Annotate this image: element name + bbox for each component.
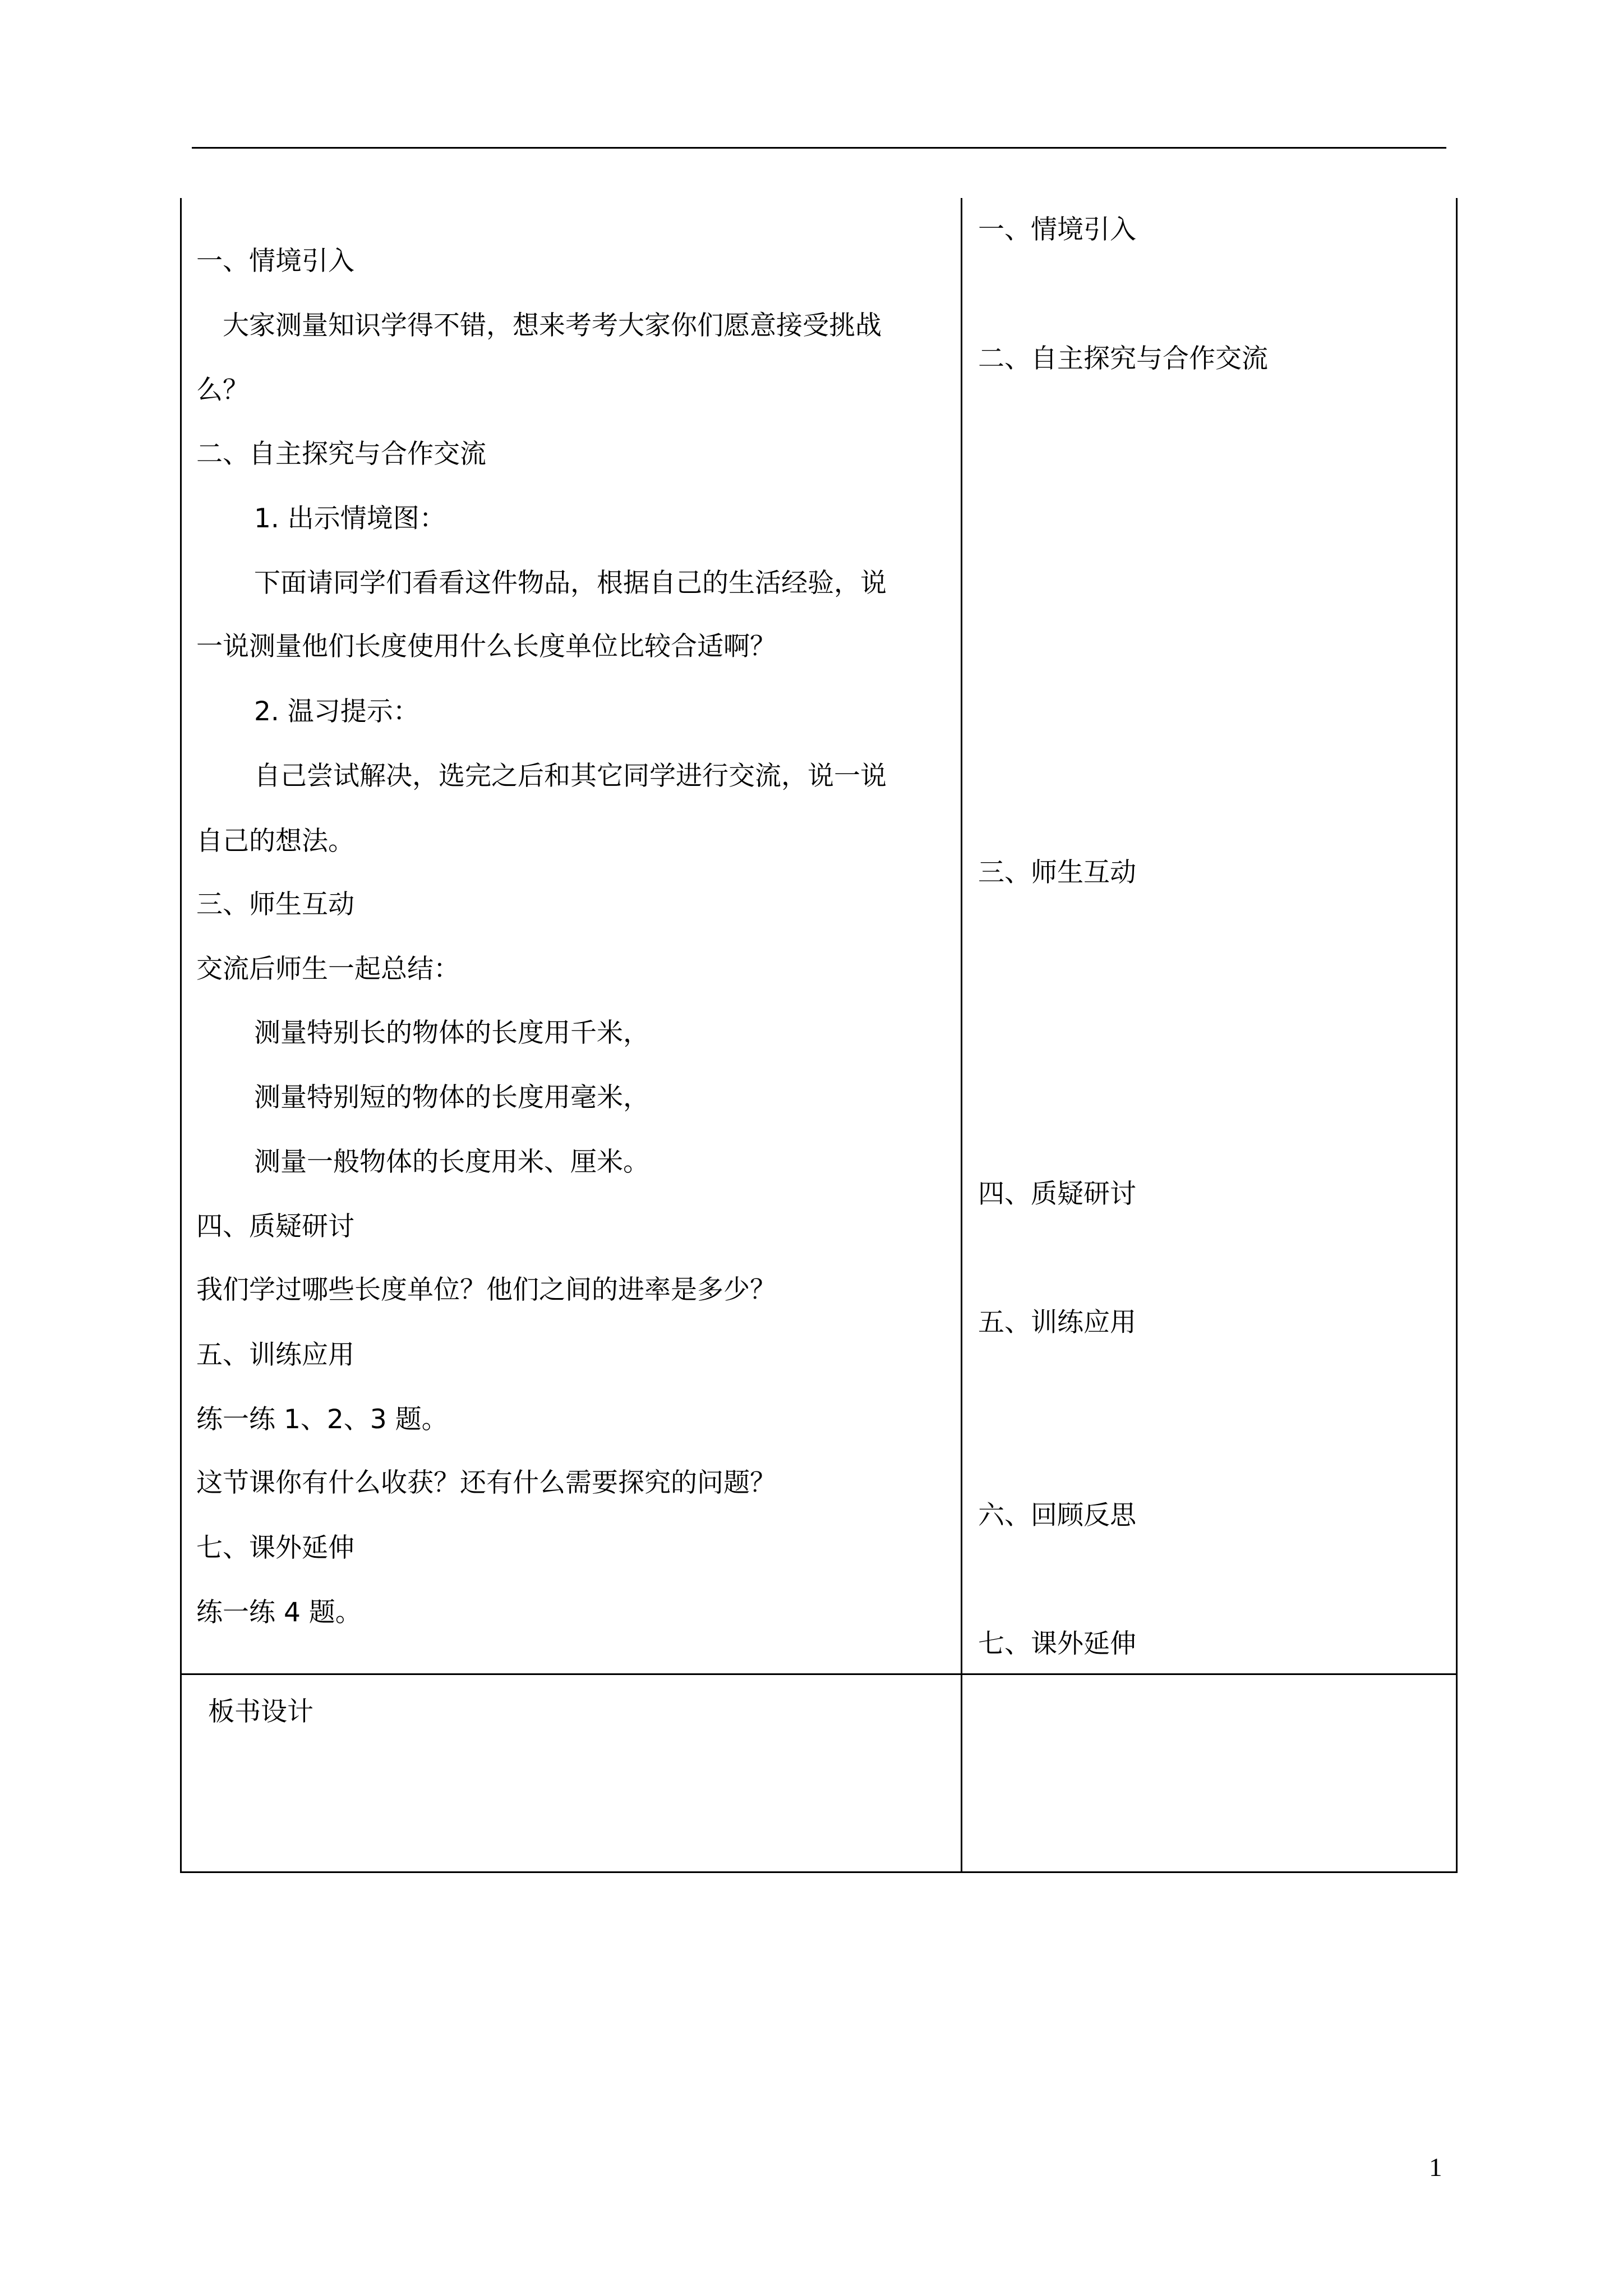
left-line: 一说测量他们长度使用什么长度单位比较合适啊？ bbox=[196, 631, 776, 662]
left-line: 1. 出示情境图： bbox=[254, 503, 446, 534]
left-line: 练一练 1、2、3 题。 bbox=[196, 1404, 448, 1435]
left-line: 这节课你有什么收获？还有什么需要探究的问题？ bbox=[196, 1467, 776, 1498]
left-line: 四、质疑研讨 bbox=[196, 1211, 354, 1242]
right-line: 二、自主探究与合作交流 bbox=[978, 343, 1268, 374]
left-line: 七、课外延伸 bbox=[196, 1533, 354, 1563]
right-line: 六、回顾反思 bbox=[978, 1500, 1136, 1531]
table-bottom-border bbox=[180, 1871, 1458, 1873]
left-line: 2. 温习提示： bbox=[254, 696, 419, 727]
left-line: 三、师生互动 bbox=[196, 889, 354, 920]
right-line: 四、质疑研讨 bbox=[978, 1179, 1136, 1209]
left-line: 测量一般物体的长度用米、厘米。 bbox=[254, 1147, 649, 1177]
left-line: 交流后师生一起总结： bbox=[196, 954, 460, 984]
board-design-label: 板书设计 bbox=[208, 1696, 313, 1727]
header-rule bbox=[192, 147, 1446, 149]
left-line: 自己尝试解决，选完之后和其它同学进行交流，说一说 bbox=[254, 761, 887, 792]
left-line: 测量特别长的物体的长度用千米， bbox=[254, 1018, 649, 1048]
table-middle-border bbox=[961, 198, 962, 1873]
table-left-border bbox=[180, 198, 182, 1873]
table-right-border bbox=[1456, 198, 1458, 1873]
left-line: 自己的想法。 bbox=[196, 826, 354, 857]
right-line: 五、训练应用 bbox=[978, 1307, 1136, 1338]
table-row-divider bbox=[180, 1673, 1458, 1675]
right-line: 一、情境引入 bbox=[978, 214, 1136, 245]
left-line: 二、自主探究与合作交流 bbox=[196, 439, 486, 470]
left-line: 练一练 4 题。 bbox=[196, 1597, 362, 1628]
left-line: 下面请同学们看看这件物品，根据自己的生活经验，说 bbox=[254, 568, 887, 599]
left-line: 我们学过哪些长度单位？他们之间的进率是多少？ bbox=[196, 1274, 776, 1305]
right-line: 七、课外延伸 bbox=[978, 1628, 1136, 1659]
left-line: 大家测量知识学得不错，想来考考大家你们愿意接受挑战 bbox=[223, 310, 882, 341]
right-line: 三、师生互动 bbox=[978, 857, 1136, 888]
left-line: 五、训练应用 bbox=[196, 1340, 354, 1370]
left-line: 一、情境引入 bbox=[196, 246, 354, 277]
left-line: 么？ bbox=[196, 375, 249, 406]
page-number: 1 bbox=[1429, 2153, 1442, 2182]
left-line: 测量特别短的物体的长度用毫米， bbox=[254, 1082, 649, 1113]
